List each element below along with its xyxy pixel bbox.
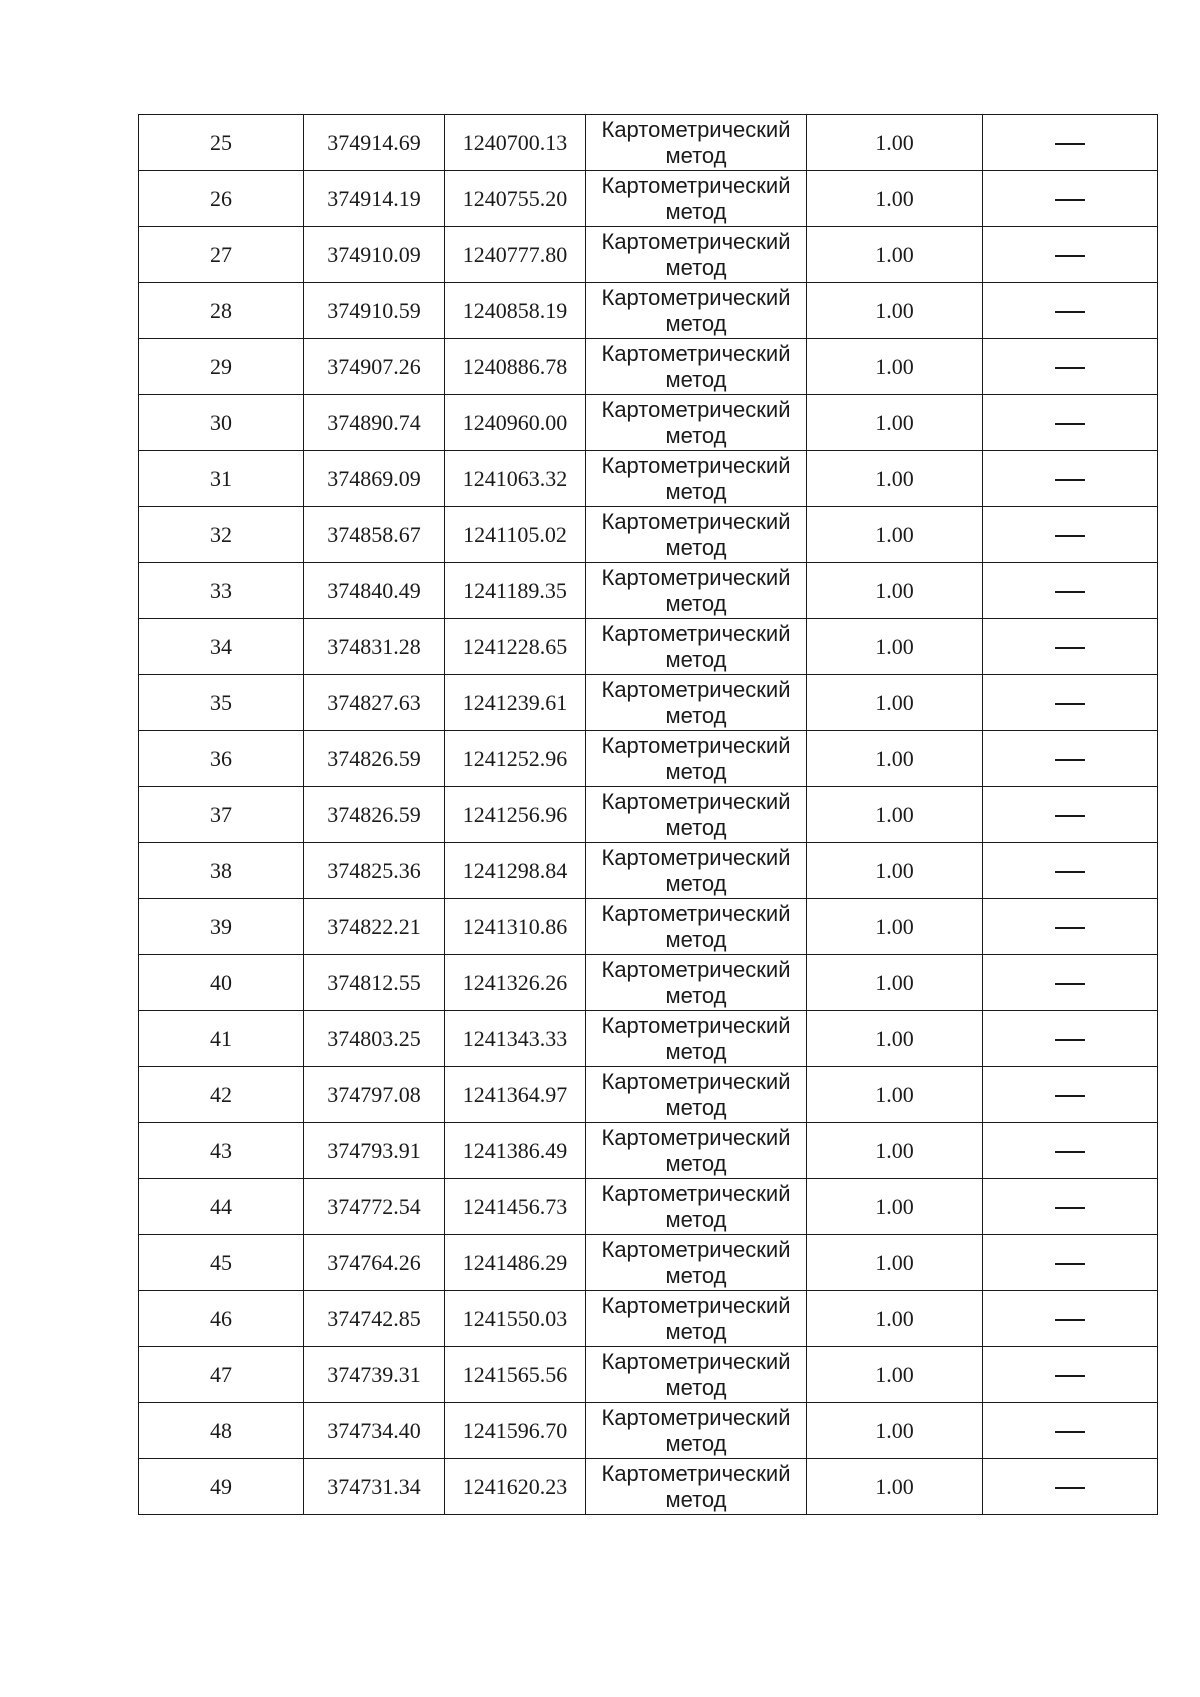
table-row — [139, 563, 1158, 619]
coordinate-x-cell: 374914.69 — [304, 115, 445, 171]
dash-mark — [1055, 1039, 1085, 1041]
dash-mark — [1055, 255, 1085, 257]
accuracy-cell: 1.00 — [807, 955, 983, 1011]
point-number-cell: 41 — [139, 1011, 304, 1067]
coordinate-y-cell: 1241252.96 — [445, 731, 586, 787]
coordinate-x-cell: 374826.59 — [304, 787, 445, 843]
coordinate-x-cell: 374910.59 — [304, 283, 445, 339]
table-row — [139, 1459, 1158, 1515]
table-row — [139, 1011, 1158, 1067]
method-text: Картометрический — [601, 956, 791, 982]
method-text: Картометрический — [601, 172, 791, 198]
accuracy-cell: 1.00 — [807, 675, 983, 731]
accuracy-cell: 1.00 — [807, 507, 983, 563]
dash-mark — [1055, 815, 1085, 817]
accuracy-cell: 1.00 — [807, 1179, 983, 1235]
table-row — [139, 1235, 1158, 1291]
method-text: метод — [665, 590, 727, 616]
point-number-cell: 30 — [139, 395, 304, 451]
accuracy-cell: 1.00 — [807, 1235, 983, 1291]
method-cell — [586, 507, 807, 563]
method-text: Картометрический — [601, 1180, 791, 1206]
point-number-cell: 40 — [139, 955, 304, 1011]
dash-mark — [1055, 759, 1085, 761]
note-cell — [983, 1011, 1158, 1067]
dash-mark — [1055, 1207, 1085, 1209]
method-cell — [586, 1291, 807, 1347]
method-text: Картометрический — [601, 676, 791, 702]
dash-mark — [1055, 1487, 1085, 1489]
method-text: Картометрический — [601, 900, 791, 926]
coordinate-y-cell: 1241486.29 — [445, 1235, 586, 1291]
point-number-cell: 39 — [139, 899, 304, 955]
table-row — [139, 787, 1158, 843]
method-cell — [586, 339, 807, 395]
coordinate-x-cell: 374914.19 — [304, 171, 445, 227]
method-text: Картометрический — [601, 788, 791, 814]
method-cell — [586, 171, 807, 227]
coordinate-y-cell: 1241565.56 — [445, 1347, 586, 1403]
method-cell — [586, 843, 807, 899]
dash-mark — [1055, 311, 1085, 313]
point-number-cell: 28 — [139, 283, 304, 339]
coordinate-x-cell: 374772.54 — [304, 1179, 445, 1235]
coordinate-y-cell: 1241386.49 — [445, 1123, 586, 1179]
point-number-cell: 35 — [139, 675, 304, 731]
coordinate-x-cell: 374764.26 — [304, 1235, 445, 1291]
point-number-cell: 38 — [139, 843, 304, 899]
method-cell — [586, 227, 807, 283]
method-text: Картометрический — [601, 1012, 791, 1038]
accuracy-cell: 1.00 — [807, 1067, 983, 1123]
accuracy-cell: 1.00 — [807, 171, 983, 227]
method-cell — [586, 1011, 807, 1067]
method-text: метод — [665, 814, 727, 840]
coordinate-x-cell: 374831.28 — [304, 619, 445, 675]
method-text: метод — [665, 1150, 727, 1176]
coordinate-x-cell: 374840.49 — [304, 563, 445, 619]
dash-mark — [1055, 367, 1085, 369]
table-row — [139, 619, 1158, 675]
method-text: метод — [665, 1206, 727, 1232]
point-number-cell: 47 — [139, 1347, 304, 1403]
coordinate-y-cell: 1241256.96 — [445, 787, 586, 843]
dash-mark — [1055, 535, 1085, 537]
method-cell — [586, 731, 807, 787]
point-number-cell: 45 — [139, 1235, 304, 1291]
method-text: метод — [665, 702, 727, 728]
accuracy-cell: 1.00 — [807, 1291, 983, 1347]
table-row — [139, 451, 1158, 507]
coordinate-x-cell: 374793.91 — [304, 1123, 445, 1179]
note-cell — [983, 507, 1158, 563]
coordinate-y-cell: 1240755.20 — [445, 171, 586, 227]
table-row — [139, 395, 1158, 451]
method-text: метод — [665, 534, 727, 560]
coordinate-y-cell: 1240777.80 — [445, 227, 586, 283]
accuracy-cell: 1.00 — [807, 1123, 983, 1179]
accuracy-cell: 1.00 — [807, 395, 983, 451]
method-text: Картометрический — [601, 228, 791, 254]
coordinate-x-cell: 374731.34 — [304, 1459, 445, 1515]
note-cell — [983, 1123, 1158, 1179]
accuracy-cell: 1.00 — [807, 563, 983, 619]
method-text: метод — [665, 1486, 727, 1512]
dash-mark — [1055, 927, 1085, 929]
method-text: Картометрический — [601, 1292, 791, 1318]
coordinate-y-cell: 1241228.65 — [445, 619, 586, 675]
method-text: метод — [665, 478, 727, 504]
method-text: метод — [665, 142, 727, 168]
accuracy-cell: 1.00 — [807, 843, 983, 899]
coordinate-x-cell: 374825.36 — [304, 843, 445, 899]
method-cell — [586, 451, 807, 507]
point-number-cell: 42 — [139, 1067, 304, 1123]
method-cell — [586, 899, 807, 955]
method-cell — [586, 619, 807, 675]
coordinate-y-cell: 1241063.32 — [445, 451, 586, 507]
coordinate-y-cell: 1241343.33 — [445, 1011, 586, 1067]
accuracy-cell: 1.00 — [807, 339, 983, 395]
method-text: метод — [665, 422, 727, 448]
coordinate-x-cell: 374890.74 — [304, 395, 445, 451]
table-row — [139, 339, 1158, 395]
accuracy-cell: 1.00 — [807, 899, 983, 955]
method-text: метод — [665, 1262, 727, 1288]
method-cell — [586, 1347, 807, 1403]
note-cell — [983, 1235, 1158, 1291]
point-number-cell: 33 — [139, 563, 304, 619]
method-text: Картометрический — [601, 620, 791, 646]
method-cell — [586, 955, 807, 1011]
point-number-cell: 37 — [139, 787, 304, 843]
dash-mark — [1055, 1375, 1085, 1377]
coordinate-x-cell: 374858.67 — [304, 507, 445, 563]
accuracy-cell: 1.00 — [807, 1347, 983, 1403]
note-cell — [983, 1459, 1158, 1515]
method-text: Картометрический — [601, 564, 791, 590]
dash-mark — [1055, 1151, 1085, 1153]
coordinate-x-cell: 374739.31 — [304, 1347, 445, 1403]
coordinate-x-cell: 374812.55 — [304, 955, 445, 1011]
dash-mark — [1055, 1431, 1085, 1433]
point-number-cell: 46 — [139, 1291, 304, 1347]
point-number-cell: 44 — [139, 1179, 304, 1235]
point-number-cell: 29 — [139, 339, 304, 395]
coordinate-y-cell: 1241326.26 — [445, 955, 586, 1011]
method-text: метод — [665, 1374, 727, 1400]
table-row — [139, 171, 1158, 227]
coordinates-table-body — [139, 115, 1158, 1515]
method-cell — [586, 787, 807, 843]
table-row — [139, 1403, 1158, 1459]
method-text: метод — [665, 366, 727, 392]
point-number-cell: 27 — [139, 227, 304, 283]
method-text: Картометрический — [601, 452, 791, 478]
point-number-cell: 49 — [139, 1459, 304, 1515]
method-text: Картометрический — [601, 340, 791, 366]
method-text: Картометрический — [601, 1236, 791, 1262]
coordinates-table — [138, 114, 1158, 1515]
method-text: метод — [665, 254, 727, 280]
table-row — [139, 899, 1158, 955]
point-number-cell: 43 — [139, 1123, 304, 1179]
method-text: Картометрический — [601, 1404, 791, 1430]
point-number-cell: 26 — [139, 171, 304, 227]
coordinate-x-cell: 374826.59 — [304, 731, 445, 787]
table-row — [139, 283, 1158, 339]
method-cell — [586, 115, 807, 171]
method-text: Картометрический — [601, 1348, 791, 1374]
coordinate-y-cell: 1240858.19 — [445, 283, 586, 339]
method-text: метод — [665, 870, 727, 896]
note-cell — [983, 115, 1158, 171]
coordinate-x-cell: 374869.09 — [304, 451, 445, 507]
method-text: метод — [665, 1430, 727, 1456]
dash-mark — [1055, 199, 1085, 201]
point-number-cell: 48 — [139, 1403, 304, 1459]
coordinate-y-cell: 1241550.03 — [445, 1291, 586, 1347]
accuracy-cell: 1.00 — [807, 283, 983, 339]
table-row — [139, 731, 1158, 787]
method-text: Картометрический — [601, 1068, 791, 1094]
accuracy-cell: 1.00 — [807, 619, 983, 675]
coordinate-y-cell: 1241105.02 — [445, 507, 586, 563]
accuracy-cell: 1.00 — [807, 227, 983, 283]
accuracy-cell: 1.00 — [807, 731, 983, 787]
method-cell — [586, 395, 807, 451]
method-cell — [586, 1179, 807, 1235]
dash-mark — [1055, 1319, 1085, 1321]
coordinate-y-cell: 1241620.23 — [445, 1459, 586, 1515]
method-text: метод — [665, 646, 727, 672]
method-text: метод — [665, 1094, 727, 1120]
note-cell — [983, 1067, 1158, 1123]
coordinate-y-cell: 1240960.00 — [445, 395, 586, 451]
dash-mark — [1055, 591, 1085, 593]
note-cell — [983, 1179, 1158, 1235]
note-cell — [983, 283, 1158, 339]
accuracy-cell: 1.00 — [807, 787, 983, 843]
dash-mark — [1055, 479, 1085, 481]
dash-mark — [1055, 423, 1085, 425]
note-cell — [983, 395, 1158, 451]
coordinate-y-cell: 1240886.78 — [445, 339, 586, 395]
coordinate-x-cell: 374734.40 — [304, 1403, 445, 1459]
method-text: метод — [665, 310, 727, 336]
coordinate-x-cell: 374910.09 — [304, 227, 445, 283]
dash-mark — [1055, 871, 1085, 873]
coordinate-x-cell: 374907.26 — [304, 339, 445, 395]
coordinate-y-cell: 1241364.97 — [445, 1067, 586, 1123]
dash-mark — [1055, 647, 1085, 649]
table-row — [139, 1291, 1158, 1347]
note-cell — [983, 955, 1158, 1011]
note-cell — [983, 619, 1158, 675]
coordinate-x-cell: 374822.21 — [304, 899, 445, 955]
table-row — [139, 955, 1158, 1011]
method-text: метод — [665, 1318, 727, 1344]
method-text: метод — [665, 198, 727, 224]
method-cell — [586, 283, 807, 339]
coordinate-y-cell: 1241456.73 — [445, 1179, 586, 1235]
coordinate-y-cell: 1240700.13 — [445, 115, 586, 171]
method-text: Картометрический — [601, 508, 791, 534]
method-cell — [586, 1235, 807, 1291]
table-row — [139, 1123, 1158, 1179]
point-number-cell: 31 — [139, 451, 304, 507]
table-row — [139, 507, 1158, 563]
method-cell — [586, 1459, 807, 1515]
method-text: метод — [665, 926, 727, 952]
note-cell — [983, 675, 1158, 731]
dash-mark — [1055, 703, 1085, 705]
point-number-cell: 36 — [139, 731, 304, 787]
coordinate-y-cell: 1241239.61 — [445, 675, 586, 731]
table-row — [139, 675, 1158, 731]
method-text: Картометрический — [601, 732, 791, 758]
method-cell — [586, 1403, 807, 1459]
accuracy-cell: 1.00 — [807, 451, 983, 507]
note-cell — [983, 787, 1158, 843]
method-cell — [586, 1067, 807, 1123]
note-cell — [983, 171, 1158, 227]
method-text: Картометрический — [601, 116, 791, 142]
note-cell — [983, 339, 1158, 395]
coordinate-y-cell: 1241189.35 — [445, 563, 586, 619]
note-cell — [983, 451, 1158, 507]
coordinate-x-cell: 374827.63 — [304, 675, 445, 731]
table-row — [139, 1067, 1158, 1123]
accuracy-cell: 1.00 — [807, 1459, 983, 1515]
method-text: метод — [665, 982, 727, 1008]
method-text: метод — [665, 758, 727, 784]
method-cell — [586, 675, 807, 731]
dash-mark — [1055, 143, 1085, 145]
dash-mark — [1055, 1095, 1085, 1097]
table-row — [139, 115, 1158, 171]
table-row — [139, 1179, 1158, 1235]
note-cell — [983, 899, 1158, 955]
table-row — [139, 227, 1158, 283]
table-row — [139, 1347, 1158, 1403]
coordinate-y-cell: 1241596.70 — [445, 1403, 586, 1459]
coordinate-x-cell: 374803.25 — [304, 1011, 445, 1067]
accuracy-cell: 1.00 — [807, 1403, 983, 1459]
coordinate-x-cell: 374797.08 — [304, 1067, 445, 1123]
coordinate-x-cell: 374742.85 — [304, 1291, 445, 1347]
note-cell — [983, 1347, 1158, 1403]
note-cell — [983, 1291, 1158, 1347]
coordinate-y-cell: 1241310.86 — [445, 899, 586, 955]
method-cell — [586, 563, 807, 619]
method-text: Картометрический — [601, 284, 791, 310]
note-cell — [983, 1403, 1158, 1459]
note-cell — [983, 563, 1158, 619]
point-number-cell: 25 — [139, 115, 304, 171]
method-text: метод — [665, 1038, 727, 1064]
coordinate-y-cell: 1241298.84 — [445, 843, 586, 899]
method-text: Картометрический — [601, 844, 791, 870]
point-number-cell: 34 — [139, 619, 304, 675]
note-cell — [983, 227, 1158, 283]
note-cell — [983, 843, 1158, 899]
point-number-cell: 32 — [139, 507, 304, 563]
method-text: Картометрический — [601, 1460, 791, 1486]
table-row — [139, 843, 1158, 899]
note-cell — [983, 731, 1158, 787]
dash-mark — [1055, 1263, 1085, 1265]
accuracy-cell: 1.00 — [807, 1011, 983, 1067]
method-text: Картометрический — [601, 1124, 791, 1150]
accuracy-cell: 1.00 — [807, 115, 983, 171]
dash-mark — [1055, 983, 1085, 985]
method-text: Картометрический — [601, 396, 791, 422]
method-cell — [586, 1123, 807, 1179]
